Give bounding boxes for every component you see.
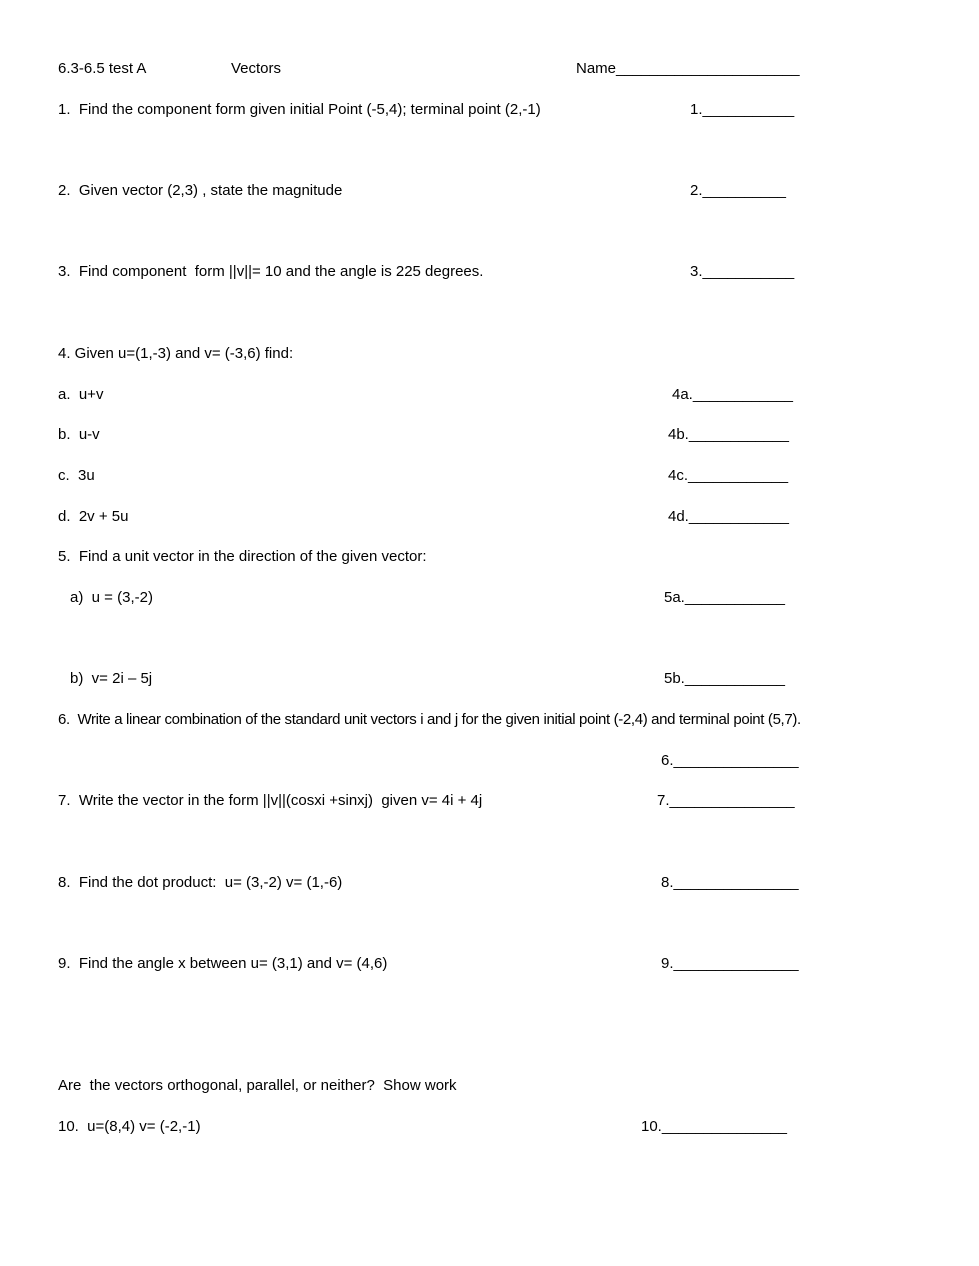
answer-blank-10[interactable]: 10._______________ <box>641 1118 787 1135</box>
question-4a: a. u+v <box>58 386 104 403</box>
answer-blank-5b[interactable]: 5b.____________ <box>664 670 785 687</box>
answer-blank-4b[interactable]: 4b.____________ <box>668 426 789 443</box>
question-8: 8. Find the dot product: u= (3,-2) v= (1,-6) <box>58 874 343 891</box>
question-4: 4. Given u=(1,-3) and v= (-3,6) find: <box>58 345 294 362</box>
answer-blank-4c[interactable]: 4c.____________ <box>668 467 789 484</box>
question-5a: a) u = (3,-2) <box>70 589 153 606</box>
name-label: Name <box>576 60 617 77</box>
question-4b: b. u-v <box>58 426 100 443</box>
question-5b: b) v= 2i – 5j <box>70 670 153 687</box>
question-2: 2. Given vector (2,3) , state the magnitude <box>58 182 343 199</box>
answer-blank-5a[interactable]: 5a.____________ <box>664 589 785 606</box>
name-blank[interactable]: ______________________ <box>616 60 800 77</box>
answer-blank-8[interactable]: 8._______________ <box>661 874 799 891</box>
page-title: Vectors <box>231 60 282 77</box>
answer-blank-4d[interactable]: 4d.____________ <box>668 508 789 525</box>
name-field[interactable] <box>576 60 800 78</box>
question-5: 5. Find a unit vector in the direction of the given vector: <box>58 548 427 565</box>
test-code: 6.3-6.5 test A <box>58 60 147 77</box>
answer-blank-3[interactable]: 3.___________ <box>690 263 795 280</box>
section-heading: Are the vectors orthogonal, parallel, or neither? Show work <box>58 1077 457 1094</box>
question-10: 10. u=(8,4) v= (-2,-1) <box>58 1118 201 1135</box>
question-1: 1. Find the component form given initial Point (-5,4); terminal point (2,-1) <box>58 101 541 118</box>
question-6: 6. Write a linear combination of the standard unit vectors i and j for the given initial point (-2,4) and terminal point (5,7). <box>58 711 801 728</box>
answer-blank-6[interactable]: 6._______________ <box>661 752 799 769</box>
question-4c: c. 3u <box>58 467 95 484</box>
answer-blank-1[interactable]: 1.___________ <box>690 101 795 118</box>
question-4d: d. 2v + 5u <box>58 508 129 525</box>
question-3: 3. Find component form ||v||= 10 and the angle is 225 degrees. <box>58 263 484 280</box>
answer-blank-2[interactable]: 2.__________ <box>690 182 786 199</box>
answer-blank-9[interactable]: 9._______________ <box>661 955 799 972</box>
answer-blank-4a[interactable]: 4a.____________ <box>672 386 793 403</box>
question-9: 9. Find the angle x between u= (3,1) and v= (4,6) <box>58 955 388 972</box>
answer-blank-7[interactable]: 7._______________ <box>657 792 795 809</box>
question-7: 7. Write the vector in the form ||v||(cosxi +sinxj) given v= 4i + 4j <box>58 792 483 809</box>
